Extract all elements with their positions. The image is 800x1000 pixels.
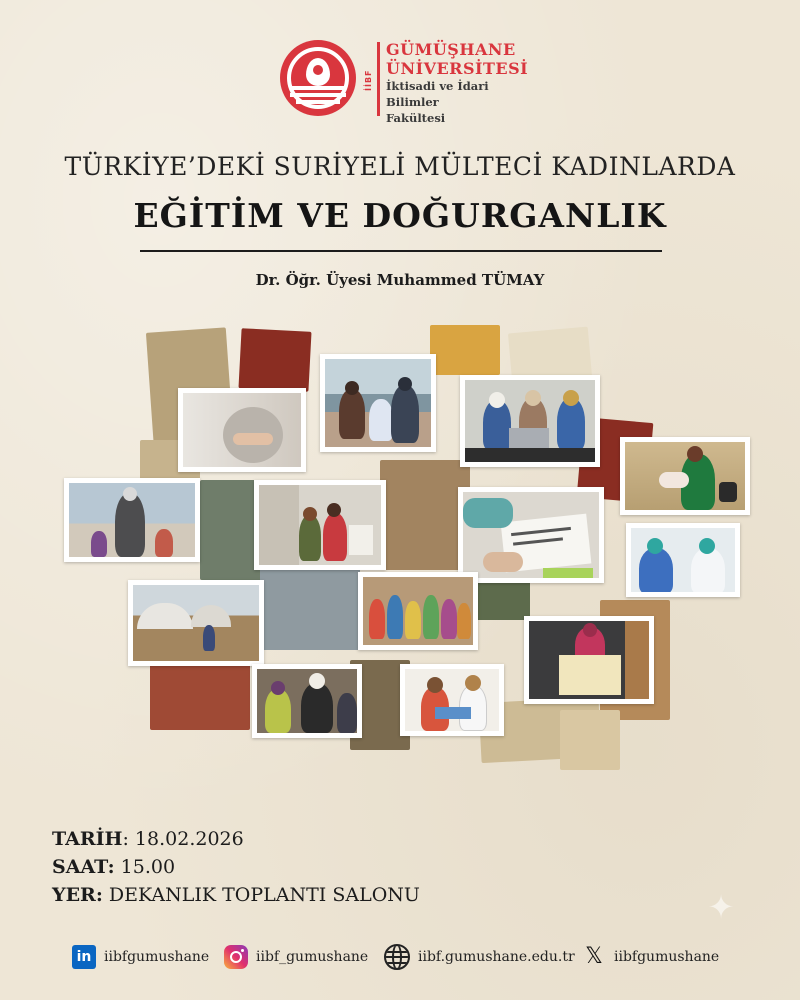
date-label: TARİH <box>52 828 123 850</box>
hands-writing-notes-photo <box>458 487 604 583</box>
event-place <box>52 884 420 906</box>
globe-icon <box>384 944 410 970</box>
girls-reading-photo <box>400 664 504 736</box>
children-group-photo <box>358 572 478 650</box>
linkedin-link[interactable] <box>72 942 209 972</box>
collage-patch <box>150 660 250 730</box>
event-time <box>52 856 175 878</box>
instagram-icon <box>224 945 248 969</box>
sparkle-icon: ✦ <box>707 888 735 926</box>
woman-holding-drawing-photo <box>524 616 654 704</box>
women-in-classroom-photo <box>252 664 362 738</box>
time-value: 15.00 <box>114 856 176 878</box>
place-value: DEKANLIK TOPLANTI SALONU <box>102 884 420 906</box>
x-handle: iibfgumushane <box>614 949 720 965</box>
event-title-line1: TÜRKİYE’DEKİ SURİYELİ MÜLTECİ KADINLARDA <box>64 152 736 181</box>
x-icon: 𝕏 <box>585 944 603 969</box>
instagram-link[interactable] <box>224 942 368 972</box>
date-value: : 18.02.2026 <box>122 828 244 850</box>
speaker-name: Dr. Öğr. Üyesi Muhammed TÜMAY <box>255 271 545 289</box>
social-footer <box>0 942 800 976</box>
women-by-the-sea-photo <box>320 354 436 452</box>
collage-patch <box>260 560 360 650</box>
collage-patch <box>430 325 500 375</box>
event-date <box>52 828 244 850</box>
logo-faculty-line1: İktisadi ve İdari Bilimler <box>386 79 489 109</box>
time-label: SAAT: <box>52 856 115 878</box>
logo-university-name-2: ÜNİVERSİTESİ <box>386 59 529 78</box>
woman-with-children-walking-photo <box>64 478 200 562</box>
x-link[interactable] <box>582 942 719 972</box>
logo-faculty-line2: Fakültesi <box>386 111 446 125</box>
pregnant-belly-photo <box>178 388 306 472</box>
website-link[interactable] <box>384 942 575 972</box>
collage-patch <box>238 328 311 392</box>
logo-vertical-text: İİBF <box>364 69 373 91</box>
refugee-camp-tents-photo <box>128 580 264 666</box>
collage-patch <box>560 710 620 770</box>
linkedin-icon: in <box>72 945 96 969</box>
women-with-laptop-photo <box>460 375 600 467</box>
mother-with-baby-photo <box>620 437 750 515</box>
instagram-handle: iibf_gumushane <box>256 949 369 965</box>
collage-patch <box>380 460 470 570</box>
place-label: YER: <box>52 884 103 906</box>
event-title-line2: EĞİTİM VE DOĞURGANLIK <box>133 196 667 235</box>
logo-university-name: GÜMÜŞHANE <box>386 40 516 59</box>
children-in-tent-photo <box>254 480 386 570</box>
linkedin-handle: iibfgumushane <box>104 949 210 965</box>
website-url: iibf.gumushane.edu.tr <box>418 949 575 965</box>
medical-workers-photo <box>626 523 740 597</box>
